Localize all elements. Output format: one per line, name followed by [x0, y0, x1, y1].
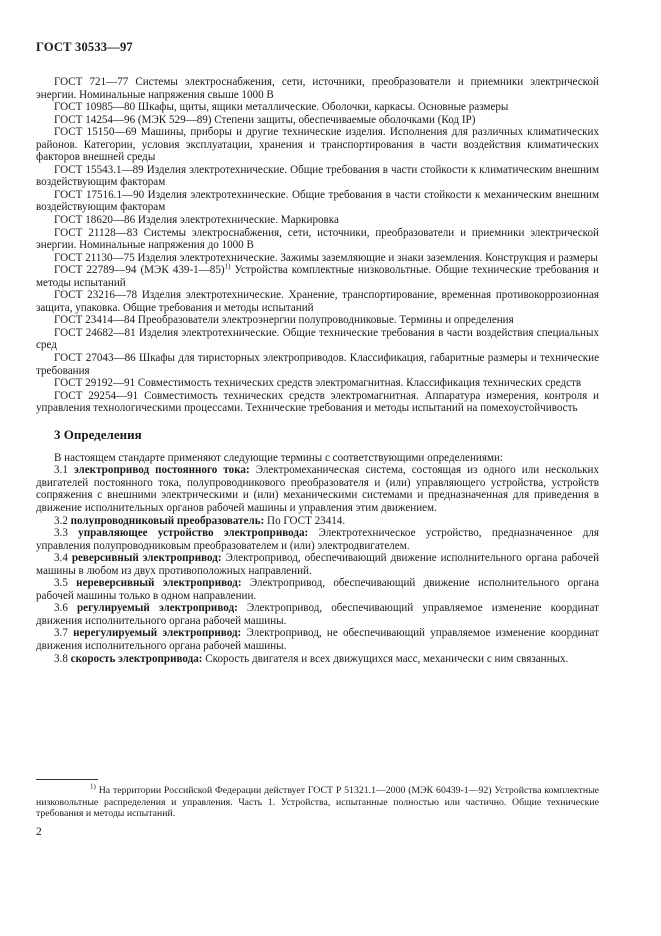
definition-number: 3.3: [54, 527, 79, 540]
reference-item: ГОСТ 29192—91 Совместимость технических средств электромагнитная. Классификация технических средств: [54, 377, 582, 390]
footnote-divider: [36, 779, 98, 780]
definition-item: [36, 515, 599, 528]
definition-item: [36, 653, 599, 666]
reference-item: [36, 264, 599, 289]
definition-item: [36, 627, 599, 652]
reference-item: ГОСТ 721—77 Системы электроснабжения, сети, источники, преобразователи и приемники электрической энергии. Номинальные напряжения свыше 1000 В: [36, 76, 599, 101]
definition-number: 3.7: [54, 627, 74, 640]
definition-item: [36, 527, 599, 552]
definition-number: 3.5: [54, 577, 77, 590]
definition-text: Электропривод, не обеспечивающий управляемое изменение координат движения исполнительного органа рабочей машины.: [36, 627, 599, 652]
reference-item: ГОСТ 21128—83 Системы электроснабжения, сети, источники, преобразователи и приемники электрической энергии. Номинальные напряжения до 1000 В: [36, 226, 599, 252]
reference-text: ГОСТ 22789—94 (МЭК 439-1—85): [54, 264, 225, 277]
definition-term: электропривод постоянного тока:: [73, 464, 250, 477]
definition-term: управляющее устройство электропривода:: [78, 527, 309, 540]
reference-item: ГОСТ 14254—96 (МЭК 529—89) Степени защиты, обеспечиваемые оболочками (Код IP): [54, 113, 476, 126]
definition-number: 3.8: [54, 652, 71, 665]
footnote-text: [36, 782, 599, 820]
reference-item: ГОСТ 10985—80 Шкафы, щиты, ящики металлические. Оболочки, каркасы. Основные размеры: [54, 101, 509, 114]
section-title: 3 Определения: [54, 426, 142, 442]
footnote-body: На территории Российской Федерации действует ГОСТ Р 51321.1—2000 (МЭК 60439-1—92) Устройства комплектные низковольтные распределения и управления. Часть 1. Устройства, испытанные полностью или частично. Общие технические требования и методы испытаний.: [36, 785, 599, 819]
definition-text: Скорость двигателя и всех движущихся масс, механически с ним связанных.: [202, 652, 569, 665]
section-intro: В настоящем стандарте применяют следующие термины с соответствующими определениями:: [54, 451, 503, 464]
reference-item: ГОСТ 24682—81 Изделия электротехнические. Общие технические требования в части воздействия специальных сред: [36, 326, 599, 352]
footnote-marker: 1): [90, 782, 96, 791]
definition-item: [36, 552, 599, 577]
definition-item: [36, 464, 599, 514]
definition-term: полупроводниковый преобразователь:: [70, 514, 265, 527]
reference-item: ГОСТ 23216—78 Изделия электротехнические. Хранение, транспортирование, временная противокоррозионная защита, упаковка. Общие требования и методы испытаний: [36, 289, 599, 314]
reference-item: ГОСТ 21130—75 Изделия электротехнические. Зажимы заземляющие и знаки заземления. Конструкция и размеры: [54, 251, 598, 264]
definition-term: скорость электропривода:: [70, 652, 203, 665]
definition-text: По ГОСТ 23414.: [264, 514, 346, 527]
definition-number: 3.1: [54, 464, 74, 477]
reference-item: ГОСТ 15543.1—89 Изделия электротехнические. Общие требования в части стойкости к климатическим внешним воздействующим факторам: [36, 163, 599, 189]
definition-text: Электромеханическая система, состоящая из одного или нескольких двигателей постоянного тока, полупроводникового преобразователя и (или) управляющего устройства, устройств сопряжения с внешними электрическими и (или) механическими системами и предназначенная для приведения в движение исполнительных органов рабочей машины и управления этим движением.: [36, 464, 599, 514]
reference-item: ГОСТ 29254—91 Совместимость технических средств электромагнитная. Аппаратура измерения, контроля и управления технологическими процессами. Технические требования и методы испытаний на помехоустойчивость: [36, 389, 599, 415]
definition-term: нереверсивный электропривод:: [76, 577, 242, 590]
definition-item: [36, 602, 599, 627]
reference-item: ГОСТ 27043—86 Шкафы для тиристорных электроприводов. Классификация, габаритные размеры и технические требования: [36, 352, 599, 377]
definition-text: Электропривод, обеспечивающий управляемое изменение координат движения исполнительного органа рабочей машины.: [36, 602, 599, 627]
reference-item: ГОСТ 18620—86 Изделия электротехнические. Маркировка: [54, 214, 339, 227]
reference-item: ГОСТ 23414—84 Преобразователи электроэнергии полупроводниковые. Термины и определения: [54, 314, 514, 327]
reference-text: Устройства комплектные низковольтные. Общие технические требования и методы испытаний: [36, 264, 599, 289]
definition-text: Электротехническое устройство, предназначенное для управления полупроводниковым преобразователем и (или) электродвигателем.: [36, 527, 599, 552]
definition-term: нерегулируемый электропривод:: [73, 627, 242, 640]
footnote: [36, 782, 599, 820]
definition-number: 3.6: [54, 602, 78, 615]
definition-number: 3.4: [54, 552, 72, 565]
document-body: [36, 76, 599, 665]
footnote-marker: 1): [224, 262, 231, 271]
definition-item: [36, 577, 599, 602]
reference-item: ГОСТ 15150—69 Машины, приборы и другие технические изделия. Исполнения для различных климатических районов. Категории, условия эксплуатации, хранения и транспортирования в части воздействия климатических факторов внешней среды: [36, 126, 599, 164]
definition-term: реверсивный электропривод:: [71, 552, 222, 565]
page-number: 2: [36, 826, 42, 838]
definition-text: Электропривод, обеспечивающий движение исполнительного органа рабочей машины только в одном направлении.: [36, 577, 600, 602]
definition-number: 3.2: [54, 514, 71, 527]
definition-term: регулируемый электропривод:: [77, 602, 238, 615]
document-header: ГОСТ 30533—97: [36, 40, 133, 54]
definition-text: Электропривод, обеспечивающий движение исполнительного органа рабочей машины в любом из двух противоположных направлений.: [36, 552, 600, 577]
reference-item: ГОСТ 17516.1—90 Изделия электротехнические. Общие требования в части стойкости к механическим внешним воздействующим факторам: [36, 188, 599, 214]
